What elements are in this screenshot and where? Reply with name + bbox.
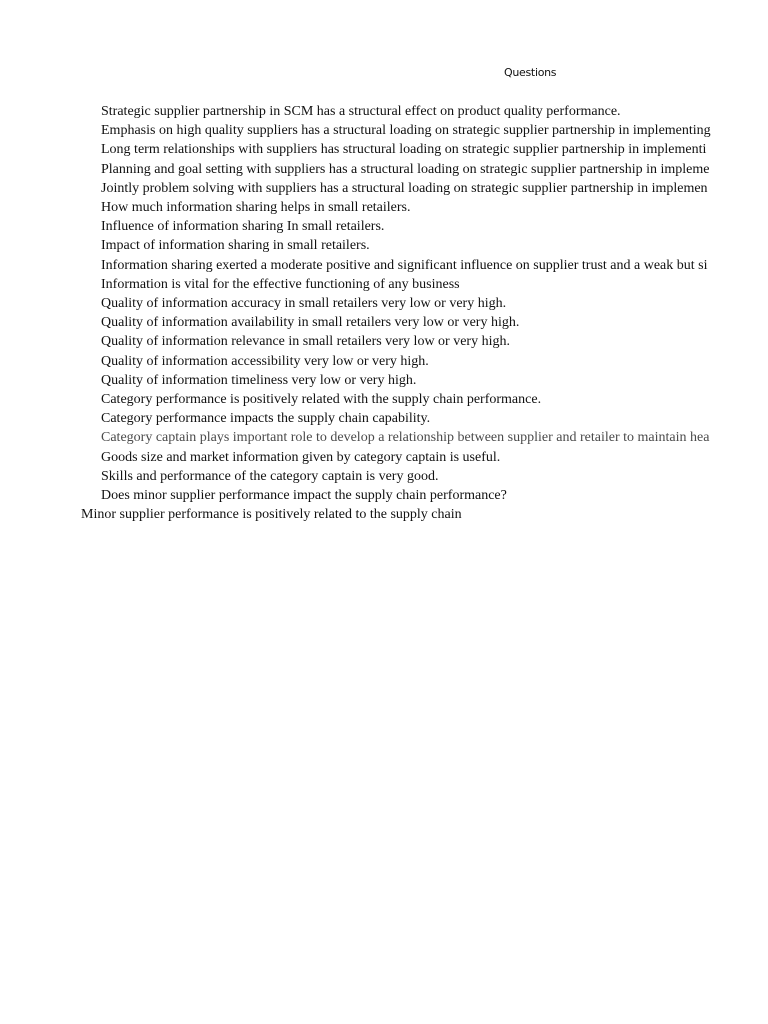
question-item: Quality of information relevance in small retailers very low or very high. [101,334,510,350]
question-item: Quality of information availability in small retailers very low or very high. [101,315,520,331]
question-item: Does minor supplier performance impact the supply chain performance? [101,488,507,504]
question-item: Goods size and market information given by category captain is useful. [101,449,501,465]
question-item: Planning and goal setting with suppliers has a structural loading on strategic supplier partnership in impleme [101,161,710,177]
question-item: Long term relationships with suppliers has structural loading on strategic supplier partnership in implementi [101,142,707,158]
question-item: Information is vital for the effective functioning of any business [101,276,460,292]
question-item: Quality of information accuracy in small retailers very low or very high. [101,296,507,312]
question-item: Strategic supplier partnership in SCM has a structural effect on product quality performance. [101,104,621,119]
question-item: Category performance impacts the supply chain capability. [101,411,431,427]
question-item: Category performance is positively related with the supply chain performance. [101,392,542,408]
question-item: Minor supplier performance is positively related to the supply chain [81,507,462,523]
question-item: Category captain plays important role to develop a relationship between supplier and retailer to maintain hea [101,430,710,446]
question-item: Quality of information accessibility very low or very high. [101,353,429,369]
question-item: Emphasis on high quality suppliers has a structural loading on strategic supplier partnership in implementing [101,123,711,139]
question-item: Impact of information sharing in small retailers. [101,238,370,254]
question-item: Jointly problem solving with suppliers has a structural loading on strategic supplier partnership in implemen [101,180,708,196]
question-item: Quality of information timeliness very low or very high. [101,372,417,388]
question-item: How much information sharing helps in small retailers. [101,200,411,216]
page-title: Questions [504,66,557,79]
question-item: Skills and performance of the category captain is very good. [101,468,439,484]
question-list [0,102,768,524]
question-item: Information sharing exerted a moderate positive and significant influence on supplier trust and a weak but si [101,257,708,273]
question-item: Influence of information sharing In small retailers. [101,219,385,235]
